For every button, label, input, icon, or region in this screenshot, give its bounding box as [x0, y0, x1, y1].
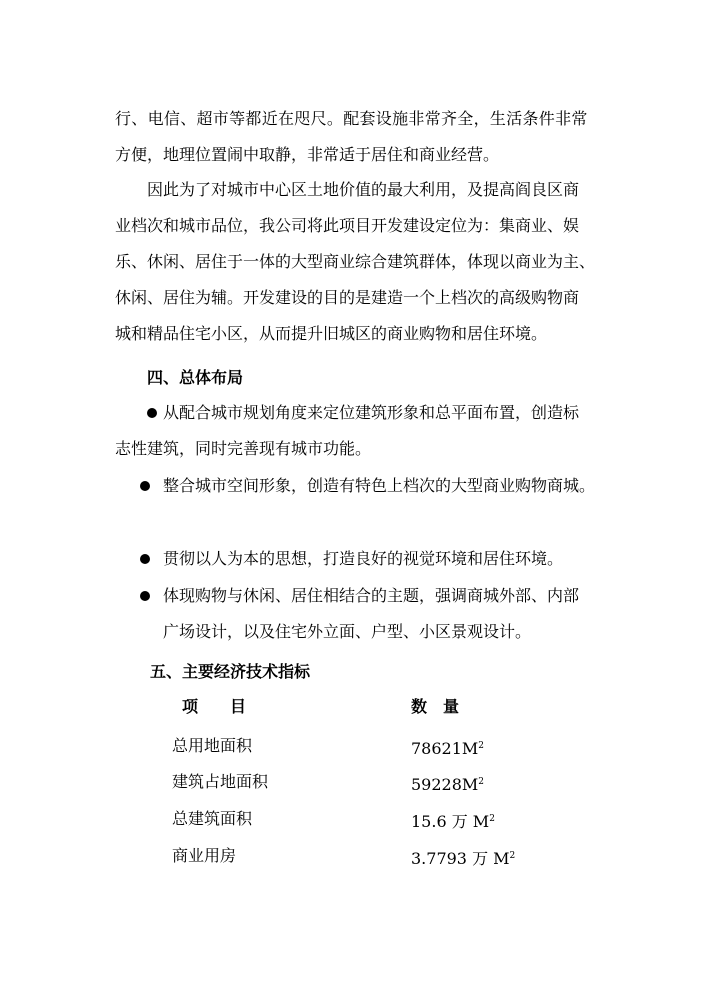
table-header-item: 项 目	[182, 697, 247, 716]
bullet-icon	[140, 554, 150, 564]
bullet-icon	[140, 591, 150, 601]
paragraph-line: 因此为了对城市中心区土地价值的最大利用，及提高阎良区商	[147, 180, 580, 199]
paragraph-line: 城和精品住宅小区，从而提升旧城区的商业购物和居住环境。	[115, 324, 548, 343]
table-cell-item: 商业用房	[172, 846, 237, 865]
section-heading: 五、主要经济技术指标	[150, 662, 311, 681]
section-heading: 四、总体布局	[147, 368, 244, 387]
table-cell-quantity: $78621M^2$	[411, 739, 485, 758]
paragraph-line: 休闲、居住为辅。开发建设的目的是建造一个上档次的高级购物商	[115, 288, 580, 307]
table-cell-quantity: $59228M^2$	[411, 775, 485, 794]
paragraph-line: 乐、休闲、居住于一体的大型商业综合建筑群体，体现以商业为主、	[115, 252, 596, 271]
table-cell-quantity: 3.7793 万 $M^2$	[411, 849, 516, 868]
paragraph-line: 方便，地理位置闹中取静，非常适于居住和商业经营。	[115, 145, 500, 164]
bullet-icon	[140, 481, 150, 491]
bullet-text: 志性建筑，同时完善现有城市功能。	[115, 439, 372, 458]
bullet-text: 体现购物与休闲、居住相结合的主题，强调商城外部、内部	[163, 586, 580, 605]
bullet-icon	[147, 408, 157, 418]
paragraph-line: 业档次和城市品位，我公司将此项目开发建设定位为：集商业、娱	[115, 216, 580, 235]
table-cell-item: 总用地面积	[172, 736, 253, 755]
bullet-text: 广场设计，以及住宅外立面、户型、小区景观设计。	[163, 622, 532, 641]
bullet-text: 贯彻以人为本的思想，打造良好的视觉环境和居住环境。	[163, 549, 564, 568]
bullet-text: 从配合城市规划角度来定位建筑形象和总平面布置，创造标	[163, 403, 580, 422]
table-cell-quantity: 15.6 万 $M^2$	[411, 812, 495, 831]
paragraph-line: 行、电信、超市等都近在咫尺。配套设施非常齐全，生活条件非常	[115, 109, 588, 128]
table-cell-item: 总建筑面积	[172, 809, 253, 828]
table-cell-item: 建筑占地面积	[172, 772, 269, 791]
bullet-text: 整合城市空间形象，创造有特色上档次的大型商业购物商城。	[163, 476, 596, 495]
table-header-quantity: 数 量	[411, 697, 460, 716]
